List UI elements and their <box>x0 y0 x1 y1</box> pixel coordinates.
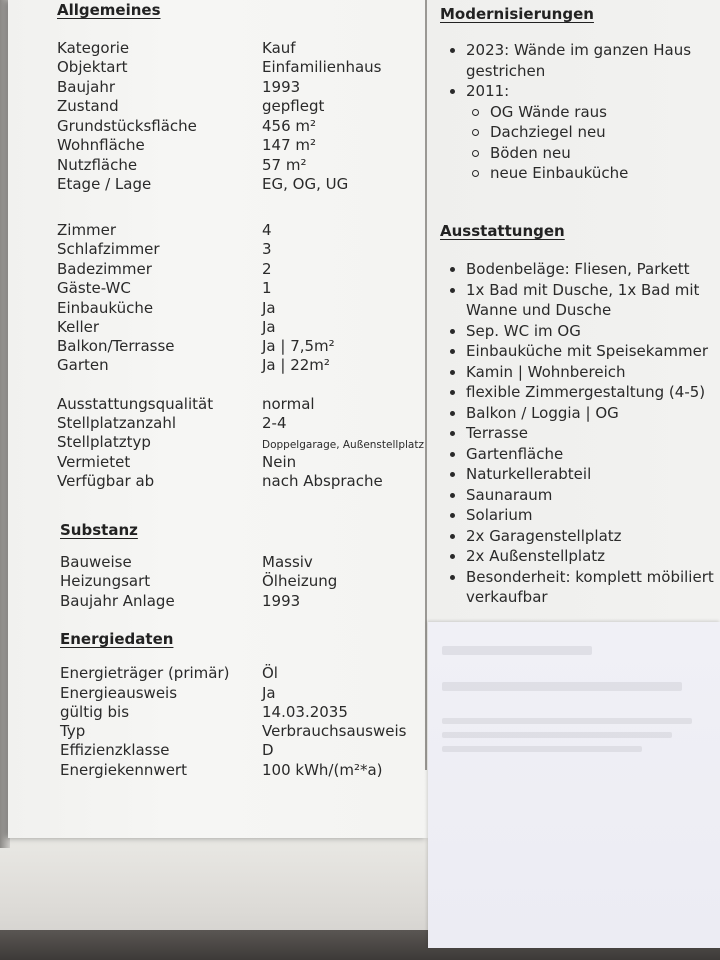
list-item: Balkon / Loggia | OG <box>440 403 720 424</box>
sub-list-item: OG Wände raus <box>440 102 710 123</box>
faint-text-line <box>442 718 692 724</box>
list-item: Gartenfläche <box>440 444 720 465</box>
faint-text-line <box>442 682 682 691</box>
modernisierungen-list <box>440 40 710 184</box>
heading-substanz: Substanz <box>60 521 138 539</box>
list-item: Kamin | Wohnbereich <box>440 362 720 383</box>
field-value: Doppelgarage, Außenstellplatz <box>262 439 424 451</box>
field-label: Typ <box>60 722 86 740</box>
field-label: Baujahr Anlage <box>60 592 175 610</box>
field-value: 147 m² <box>262 136 317 154</box>
field-label: Schlafzimmer <box>57 240 160 258</box>
field-label: Gäste-WC <box>57 279 131 297</box>
field-label: gültig bis <box>60 703 130 721</box>
field-label: Energieträger (primär) <box>60 664 230 682</box>
field-label: Etage / Lage <box>57 175 152 193</box>
field-value: 456 m² <box>262 117 317 135</box>
field-label: Wohnfläche <box>57 136 145 154</box>
field-label: Energiekennwert <box>60 761 187 779</box>
field-value: 1 <box>262 279 272 297</box>
field-label: Effizienzklasse <box>60 741 170 759</box>
field-value: Ja <box>262 684 276 702</box>
sheet-divider <box>425 0 427 770</box>
field-label: Zustand <box>57 97 119 115</box>
field-value: EG, OG, UG <box>262 175 349 193</box>
field-label: Verfügbar ab <box>57 472 155 490</box>
heading-allgemeines: Allgemeines <box>57 1 161 19</box>
field-value: 1993 <box>262 592 301 610</box>
faint-text-line <box>442 732 672 738</box>
sub-list-item: Böden neu <box>440 143 710 164</box>
field-label: Energieausweis <box>60 684 178 702</box>
list-item: Bodenbeläge: Fliesen, Parkett <box>440 259 720 280</box>
field-value: Ölheizung <box>262 572 338 590</box>
list-item: Einbauküche mit Speisekammer <box>440 341 720 362</box>
list-item: Sep. WC im OG <box>440 321 720 342</box>
field-value: Kauf <box>262 39 296 57</box>
list-item: Solarium <box>440 505 720 526</box>
field-label: Kategorie <box>57 39 130 57</box>
list-item: Saunaraum <box>440 485 720 506</box>
heading-energiedaten: Energiedaten <box>60 630 174 648</box>
field-value: 1993 <box>262 78 301 96</box>
sub-list-item: Dachziegel neu <box>440 122 710 143</box>
faint-text-line <box>442 646 592 655</box>
list-item: Besonderheit: komplett möbiliert verkaufbar <box>440 567 720 608</box>
field-value: 4 <box>262 221 272 239</box>
field-label: Baujahr <box>57 78 116 96</box>
field-value: 100 kWh/(m²*a) <box>262 761 383 779</box>
field-label: Garten <box>57 356 109 374</box>
field-value: Verbrauchsausweis <box>262 722 407 740</box>
field-value: 2-4 <box>262 414 287 432</box>
field-value: Massiv <box>262 553 313 571</box>
list-item: Terrasse <box>440 423 720 444</box>
field-value: Nein <box>262 453 297 471</box>
field-label: Zimmer <box>57 221 117 239</box>
field-value: gepflegt <box>262 97 325 115</box>
field-value: Ja <box>262 299 276 317</box>
list-item: flexible Zimmergestaltung (4-5) <box>440 382 720 403</box>
field-label: Grundstücksfläche <box>57 117 197 135</box>
field-value: normal <box>262 395 315 413</box>
heading-modernisierungen: Modernisierungen <box>440 5 594 23</box>
list-item: 2x Garagenstellplatz <box>440 526 720 547</box>
field-value: nach Absprache <box>262 472 383 490</box>
faint-text-line <box>442 746 642 752</box>
field-value: Ja <box>262 318 276 336</box>
field-label: Ausstattungsqualität <box>57 395 214 413</box>
list-item: 2023: Wände im ganzen Haus gestrichen <box>440 40 710 81</box>
ausstattungen-list <box>440 259 720 608</box>
field-label: Objektart <box>57 58 128 76</box>
field-value: 14.03.2035 <box>262 703 348 721</box>
field-label: Stellplatzanzahl <box>57 414 177 432</box>
field-value: 57 m² <box>262 156 307 174</box>
list-item: 1x Bad mit Dusche, 1x Bad mit Wanne und Dusche <box>440 280 720 321</box>
field-value: 2 <box>262 260 272 278</box>
field-label: Vermietet <box>57 453 131 471</box>
field-label: Keller <box>57 318 100 336</box>
field-label: Stellplatztyp <box>57 433 151 451</box>
field-label: Badezimmer <box>57 260 152 278</box>
field-label: Bauweise <box>60 553 132 571</box>
heading-ausstattungen: Ausstattungen <box>440 222 565 240</box>
field-value: 3 <box>262 240 272 258</box>
field-label: Einbauküche <box>57 299 154 317</box>
list-item: 2011: <box>440 81 710 102</box>
field-value: Ja | 22m² <box>262 356 330 374</box>
field-value: Öl <box>262 664 278 682</box>
field-label: Nutzfläche <box>57 156 138 174</box>
field-label: Heizungsart <box>60 572 151 590</box>
field-label: Balkon/Terrasse <box>57 337 175 355</box>
field-value: D <box>262 741 274 759</box>
field-value: Einfamilienhaus <box>262 58 382 76</box>
list-item: Naturkellerabteil <box>440 464 720 485</box>
list-item: 2x Außenstellplatz <box>440 546 720 567</box>
overlapping-note-card <box>428 622 720 948</box>
sub-list-item: neue Einbauküche <box>440 163 710 184</box>
field-value: Ja | 7,5m² <box>262 337 335 355</box>
